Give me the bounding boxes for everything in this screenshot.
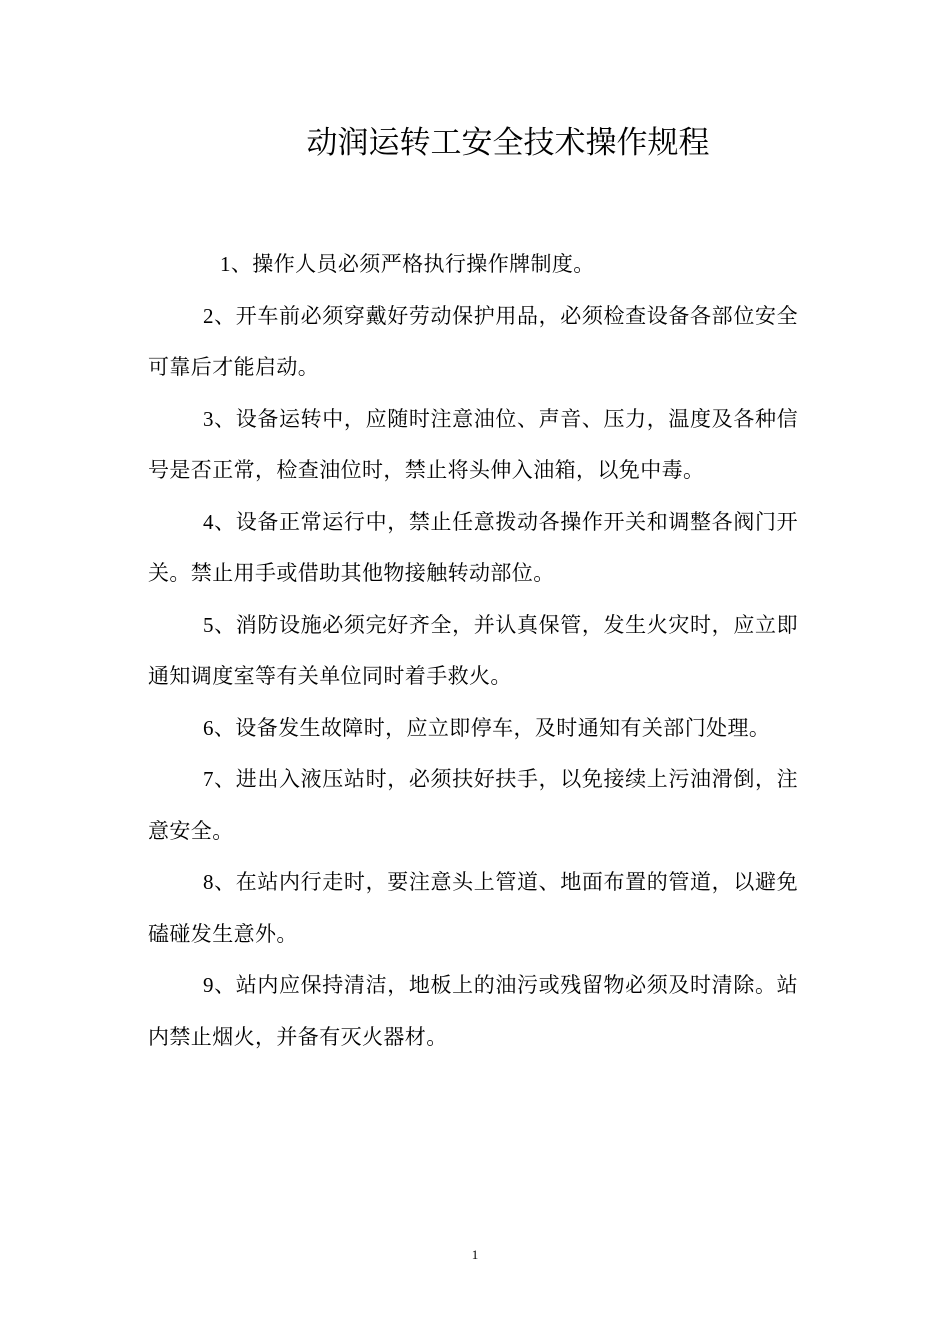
item-text: 、操作人员必须严格执行操作牌制度。 [230, 252, 595, 276]
item-text: 、进出入液压站时，必须扶好扶手，以免接续上污油滑倒，注意安全。 [148, 767, 798, 843]
item-number: 3 [203, 406, 214, 431]
paragraph-item [148, 239, 798, 291]
paragraph-item [148, 394, 798, 497]
paragraph-item [148, 291, 798, 394]
item-number: 1 [220, 252, 231, 276]
item-text: 、在站内行走时，要注意头上管道、地面布置的管道，以避免磕碰发生意外。 [148, 870, 798, 946]
document-body [148, 239, 798, 1063]
paragraph-item [148, 857, 798, 960]
item-text: 、开车前必须穿戴好劳动保护用品，必须检查设备各部位安全可靠后才能启动。 [148, 303, 798, 379]
page-number: 1 [471, 1247, 479, 1262]
item-number: 5 [203, 612, 214, 637]
item-number: 8 [203, 870, 214, 894]
item-number: 7 [203, 767, 214, 791]
item-number: 9 [203, 973, 214, 997]
item-number: 6 [203, 715, 214, 740]
item-text: 、设备发生故障时，应立即停车，及时通知有关部门处理。 [213, 715, 771, 740]
item-number: 2 [203, 303, 214, 328]
paragraph-item [148, 754, 798, 857]
item-text: 、消防设施必须完好齐全，并认真保管，发生火灾时，应立即通知调度室等有关单位同时着手救火。 [148, 612, 798, 688]
paragraph-item [148, 960, 798, 1063]
item-text: 、站内应保持清洁，地板上的油污或残留物必须及时清除。站内禁止烟火，并备有灭火器材。 [148, 973, 798, 1049]
document-title: 动润运转工安全技术操作规程 [306, 125, 710, 161]
item-text: 、设备正常运行中，禁止任意拨动各操作开关和调整各阀门开关。禁止用手或借助其他物接触转动部位。 [148, 509, 798, 585]
paragraph-item [148, 703, 798, 755]
item-number: 4 [203, 509, 214, 534]
item-text: 、设备运转中，应随时注意油位、声音、压力，温度及各种信号是否正常，检查油位时，禁止将头伸入油箱，以免中毒。 [148, 406, 798, 482]
paragraph-item [148, 600, 798, 703]
paragraph-item [148, 497, 798, 600]
